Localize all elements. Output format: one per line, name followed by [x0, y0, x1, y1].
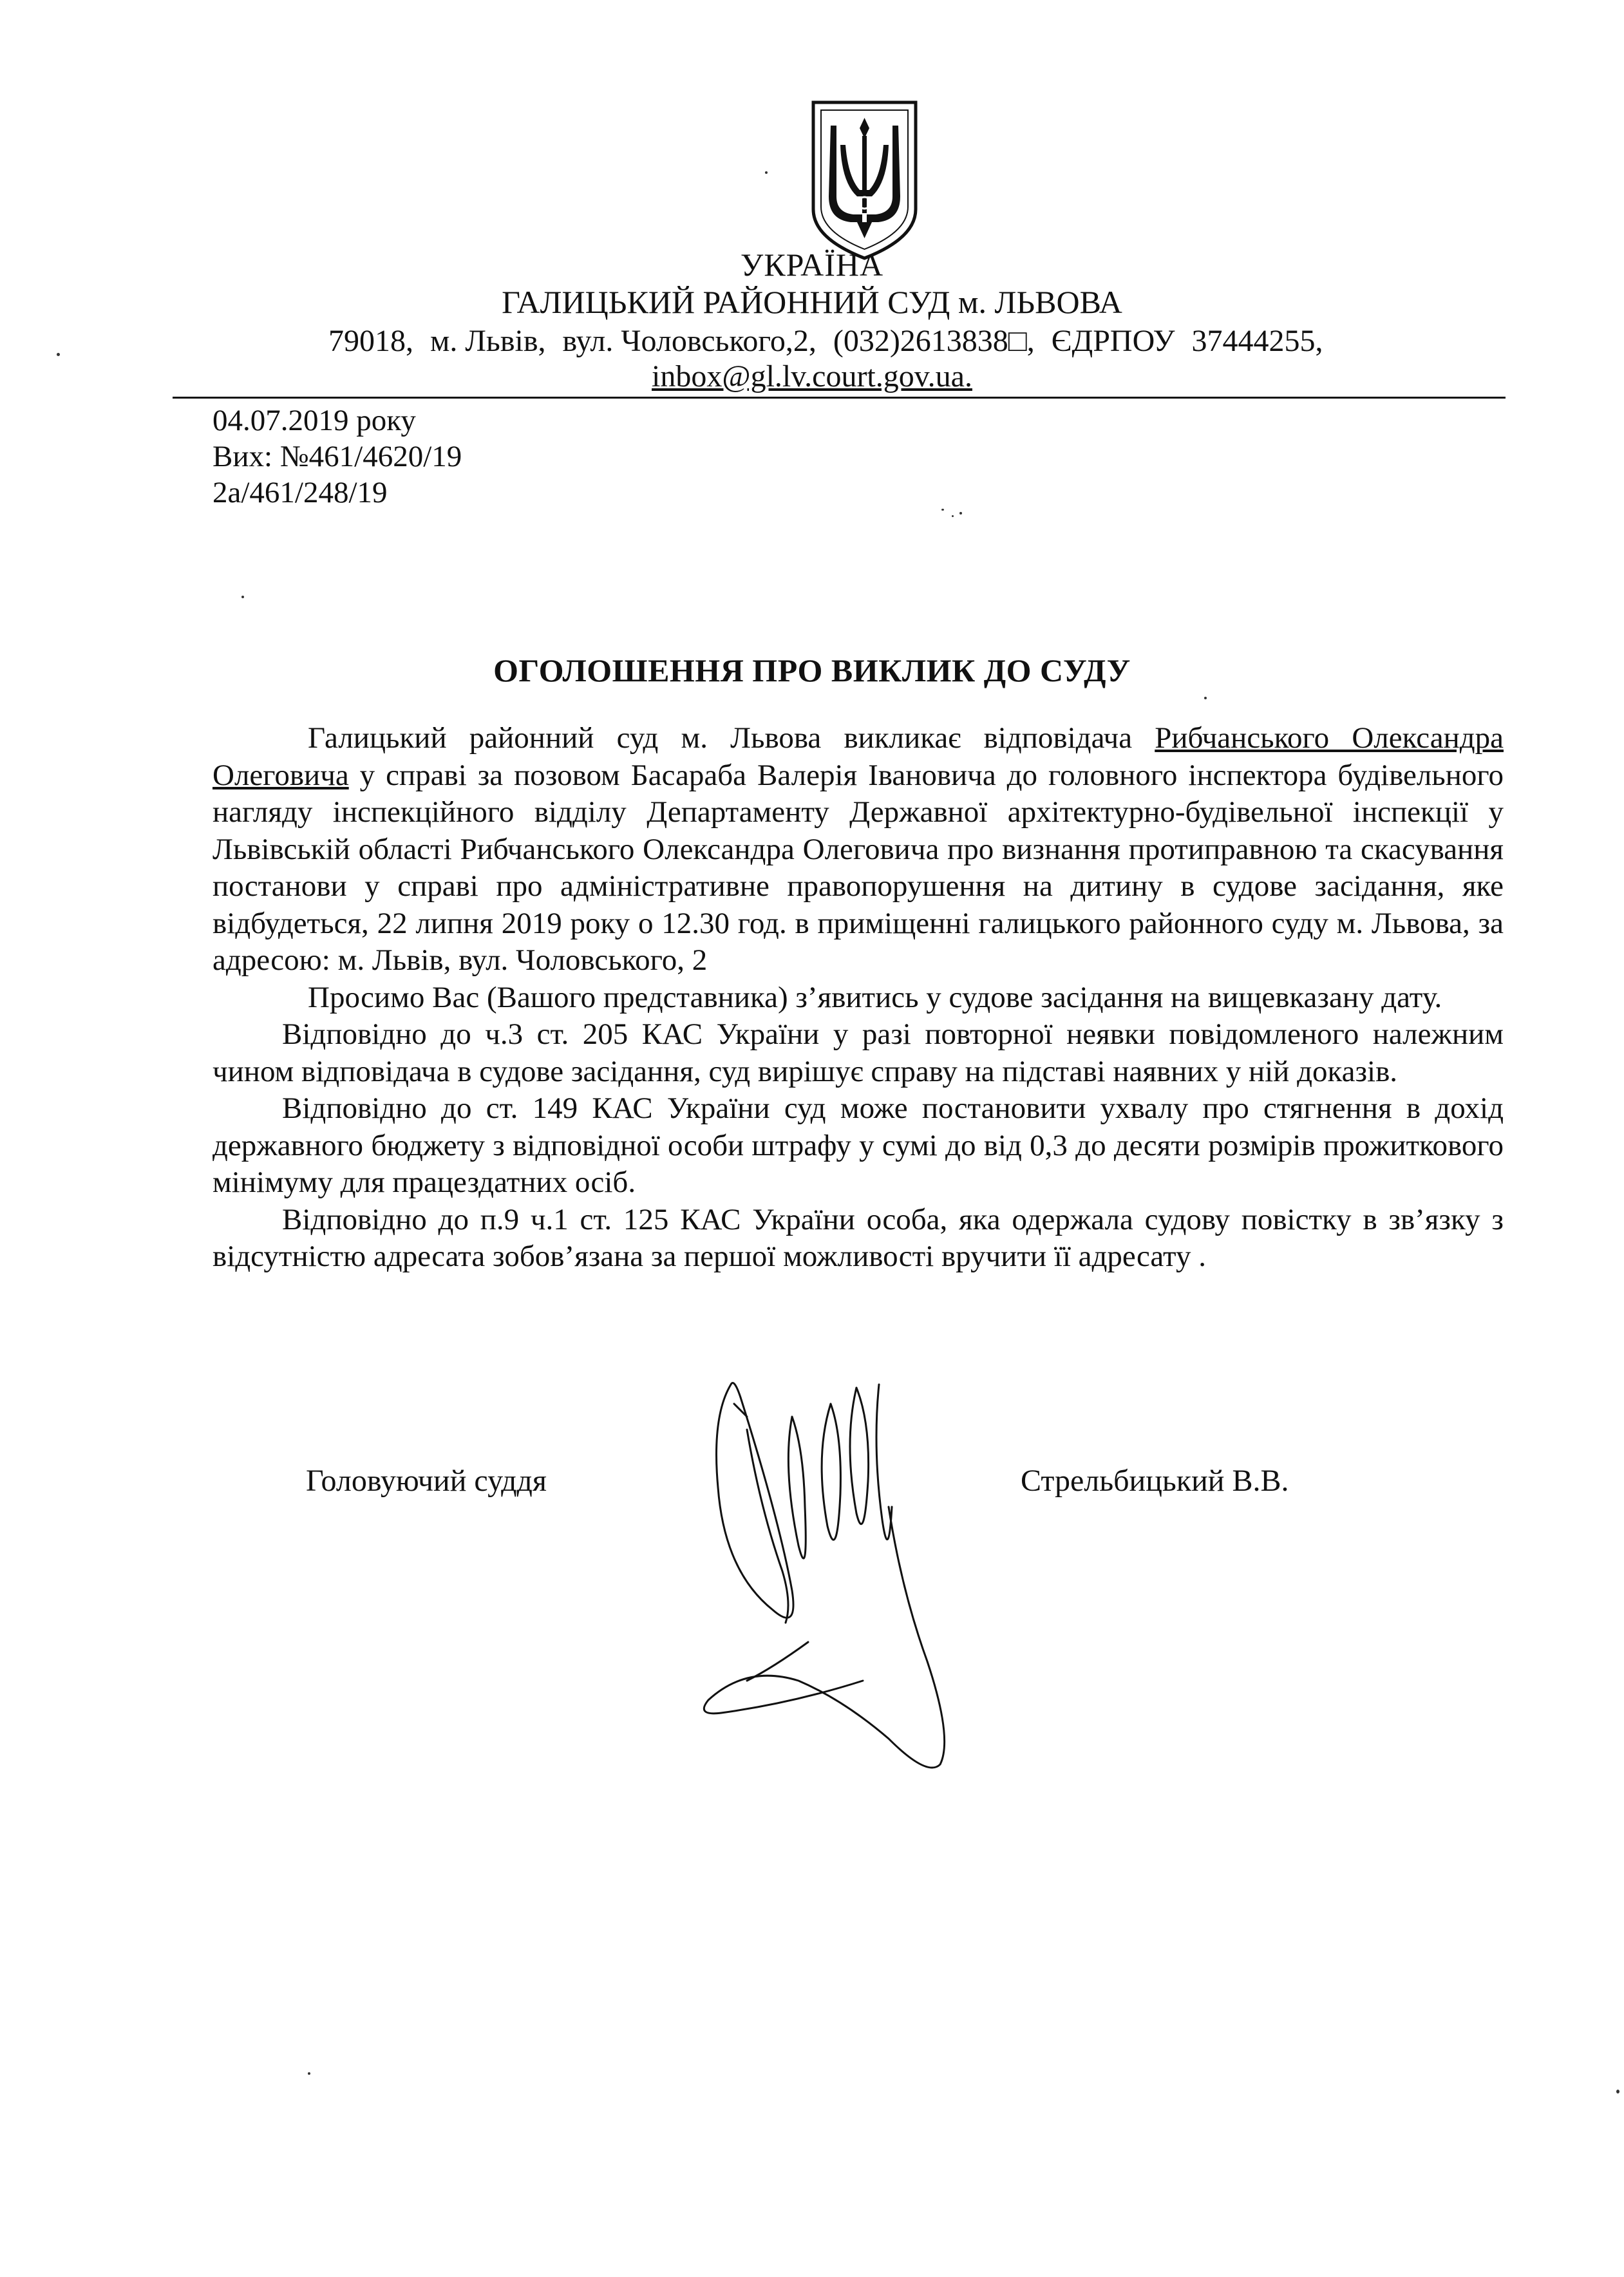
scan-speck	[57, 353, 60, 356]
scan-speck	[1204, 697, 1207, 699]
summons-text-start: Галицький районний суд м. Львова викликає відповідача	[308, 721, 1155, 755]
scan-speck	[952, 515, 954, 517]
paragraph-request: Просимо Вас (Вашого представника) з’явитись у судове засідання на вищевказану дату.	[308, 980, 1442, 1014]
document-title: ОГОЛОШЕННЯ ПРО ВИКЛИК ДО СУДУ	[493, 652, 1131, 688]
address-street: вул. Чоловського,2,	[562, 324, 817, 358]
header-divider	[173, 397, 1506, 399]
court-address	[328, 323, 1359, 359]
paragraph-article-205: Відповідно до ч.3 ст. 205 КАС України у разі повторної неявки повідомленого належним чином відповідача в судове засідання, суд вирішує справу на підставі наявних у ній доказів.	[212, 1017, 1504, 1088]
email-link[interactable]: inbox@gl.lv.court.gov.ua.	[652, 359, 972, 393]
scan-speck	[765, 171, 768, 174]
address-phone: (032)2613838□,	[833, 324, 1035, 358]
defendant-name: Рибчанського Олександра Олеговича	[212, 721, 1504, 792]
address-edrpou-code: 37444255,	[1191, 324, 1323, 358]
case-number: 2а/461/248/19	[212, 476, 388, 509]
document-meta	[212, 402, 462, 511]
paragraph-article-149: Відповідно до ст. 149 КАС України суд може постановити ухвалу про стягнення в дохід державного бюджету з відповідної особи штрафу у сумі до від 0,3 до десяти розмірів прожиткового мінімуму для працездатних осіб.	[212, 1091, 1504, 1199]
judge-name: Стрельбицький В.В.	[1021, 1464, 1289, 1498]
paragraph-summons	[212, 720, 1504, 979]
address-postcode: 79018,	[328, 324, 413, 358]
outgoing-number: Вих: №461/4620/19	[212, 440, 462, 473]
coat-of-arms-trident-icon	[808, 100, 921, 261]
document-date: 04.07.2019 року	[212, 404, 416, 437]
court-email	[0, 359, 1624, 394]
scan-speck	[241, 596, 244, 598]
summons-text-rest: у справі за позовом Басараба Валерія Івановича до головного інспектора будівельного нагляду інспекційного відділу Департаменту Державної архітектурно-будівельної інспекції у Львівській області Рибчанського Олександра Олеговича про визнання протиправною та скасування постанови у справі про адміністративне правопорушення на дитину в судове засідання, яке відбудеться, 22 липня 2019 року о 12.30 год. в приміщенні галицького районного суду м. Львова, за адресою: м. Львів, вул. Чоловського, 2	[212, 758, 1504, 977]
court-name-heading: ГАЛИЦЬКИЙ РАЙОННИЙ СУД м. ЛЬВОВА	[502, 284, 1122, 320]
address-city: м. Львів,	[430, 324, 546, 358]
scan-speck	[1616, 2090, 1619, 2093]
scan-speck	[941, 509, 944, 511]
paragraph-article-125: Відповідно до п.9 ч.1 ст. 125 КАС України особа, яка одержала судову повістку в зв’язку з відсутністю адресата зобов’язана за першої можливості вручити її адресату .	[212, 1202, 1504, 1273]
document-body	[212, 720, 1504, 1276]
country-heading: УКРАЇНА	[740, 247, 884, 283]
scan-speck	[959, 512, 962, 515]
signature-role: Головуючий суддя	[306, 1464, 547, 1498]
address-edrpou-label: ЄДРПОУ	[1051, 324, 1175, 358]
scan-speck	[308, 2072, 310, 2075]
handwritten-signature	[695, 1378, 972, 1784]
